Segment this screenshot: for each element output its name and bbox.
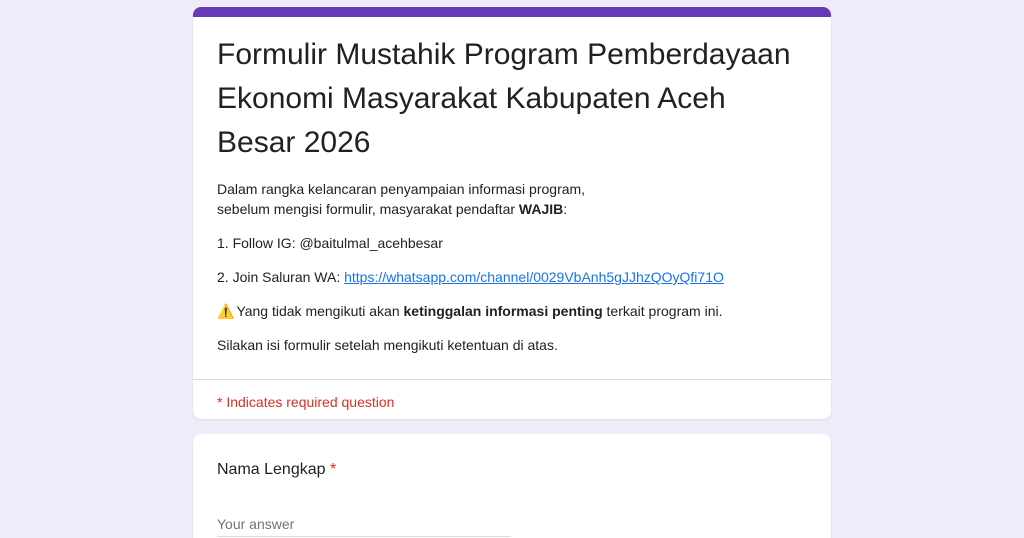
intro-line2-prefix: sebelum mengisi formulir, masyarakat pendaftar bbox=[217, 201, 519, 217]
question-label: Nama Lengkap bbox=[217, 461, 326, 478]
warning-bold: ketinggalan informasi penting bbox=[403, 303, 603, 319]
warning-icon: ⚠️ bbox=[217, 303, 235, 319]
form-description-closing: Silakan isi formulir setelah mengikuti ketentuan di atas. bbox=[217, 337, 558, 353]
question-card-nama-lengkap bbox=[193, 434, 831, 538]
form-description-intro bbox=[217, 179, 807, 219]
required-asterisk: * bbox=[329, 461, 337, 478]
intro-line2-suffix: : bbox=[563, 201, 568, 217]
whatsapp-channel-link[interactable]: https://whatsapp.com/channel/0029VbAnh5gJJhzQOyQfi71O bbox=[344, 269, 724, 285]
warning-prefix: Yang tidak mengikuti akan bbox=[236, 303, 404, 319]
intro-line2-bold: WAJIB bbox=[518, 201, 564, 217]
required-question-note: * Indicates required question bbox=[217, 394, 395, 410]
form-description-warning bbox=[217, 301, 807, 321]
question-title bbox=[217, 459, 336, 481]
nama-lengkap-input[interactable] bbox=[217, 512, 511, 537]
warning-suffix: terkait program ini. bbox=[602, 303, 723, 319]
intro-line1: Dalam rangka kelancaran penyampaian informasi program, bbox=[217, 181, 586, 197]
item2-prefix: 2. Join Saluran WA: bbox=[217, 269, 345, 285]
form-description-item2 bbox=[217, 267, 807, 287]
form-title: Formulir Mustahik Program Pemberdayaan Ekonomi Masyarakat Kabupaten Aceh Besar 2026 bbox=[217, 38, 791, 159]
header-divider bbox=[193, 379, 831, 380]
form-accent-bar bbox=[193, 7, 831, 17]
form-header-card bbox=[193, 7, 831, 419]
form-description-item1: 1. Follow IG: @baitulmal_acehbesar bbox=[217, 235, 443, 251]
